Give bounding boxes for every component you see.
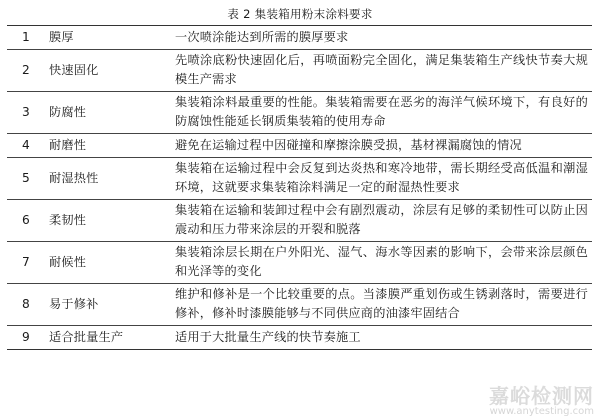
row-number: 6 xyxy=(22,212,30,227)
requirement-description: 先喷涂底粉快速固化后，再喷面粉完全固化，满足集装箱生产线快节奏大规模生产需求 xyxy=(175,53,588,86)
watermark-url: www.anytesting.com xyxy=(489,406,594,417)
requirement-name: 膜厚 xyxy=(49,29,74,44)
row-number: 1 xyxy=(22,29,30,44)
table-row xyxy=(7,326,592,350)
requirement-name: 易于修补 xyxy=(49,296,99,311)
watermark xyxy=(489,386,594,417)
requirement-description: 避免在运输过程中因碰撞和摩擦涂膜受损，基材裸漏腐蚀的情况 xyxy=(175,137,522,152)
table-caption: 表 2 集装箱用粉末涂料要求 xyxy=(227,7,373,21)
requirement-description: 维护和修补是一个比较重要的点。当漆膜严重划伤或生锈剥落时，需要进行修补，修补时漆膜能够与不同供应商的油漆牢固结合 xyxy=(175,287,588,320)
requirement-name: 防腐性 xyxy=(49,104,87,119)
table-row xyxy=(7,200,592,242)
requirement-description: 适用于大批量生产线的快节奏施工 xyxy=(175,329,361,344)
table-row xyxy=(7,158,592,200)
row-number: 3 xyxy=(22,104,30,119)
requirement-description: 集装箱在运输过程中会反复到达炎热和寒冷地带，需长期经受高低温和潮湿环境，这就要求集装箱涂料满足一定的耐湿热性要求 xyxy=(175,161,588,194)
table-row xyxy=(7,92,592,134)
table-row xyxy=(7,26,592,50)
table-row xyxy=(7,50,592,92)
table-row xyxy=(7,134,592,158)
row-number: 4 xyxy=(22,137,30,152)
requirements-table-body xyxy=(7,26,592,350)
requirement-description: 集装箱涂层长期在户外阳光、湿气、海水等因素的影响下，会带来涂层颜色和光泽等的变化 xyxy=(175,245,588,278)
requirements-table xyxy=(7,25,592,350)
requirement-name: 快速固化 xyxy=(49,62,99,77)
table-row xyxy=(7,242,592,284)
requirement-name: 耐候性 xyxy=(49,254,87,269)
row-number: 2 xyxy=(22,62,30,77)
requirement-description: 一次喷涂能达到所需的膜厚要求 xyxy=(175,29,349,44)
row-number: 5 xyxy=(22,170,30,185)
row-number: 7 xyxy=(22,254,30,269)
requirement-name: 耐湿热性 xyxy=(49,170,99,185)
row-number: 9 xyxy=(22,329,30,344)
requirement-description: 集装箱涂料最重要的性能。集装箱需要在恶劣的海洋气候环境下，有良好的防腐蚀性能延长钢质集装箱的使用寿命 xyxy=(175,95,588,128)
requirement-name: 耐磨性 xyxy=(49,137,87,152)
requirement-name: 柔韧性 xyxy=(49,212,87,227)
requirement-description: 集装箱在运输和装卸过程中会有剧烈震动，涂层有足够的柔韧性可以防止因震动和压力带来涂层的开裂和脱落 xyxy=(175,203,588,236)
table-row xyxy=(7,284,592,326)
watermark-text: 嘉峪检测网 xyxy=(489,384,594,408)
row-number: 8 xyxy=(22,296,30,311)
requirement-name: 适合批量生产 xyxy=(49,329,124,344)
